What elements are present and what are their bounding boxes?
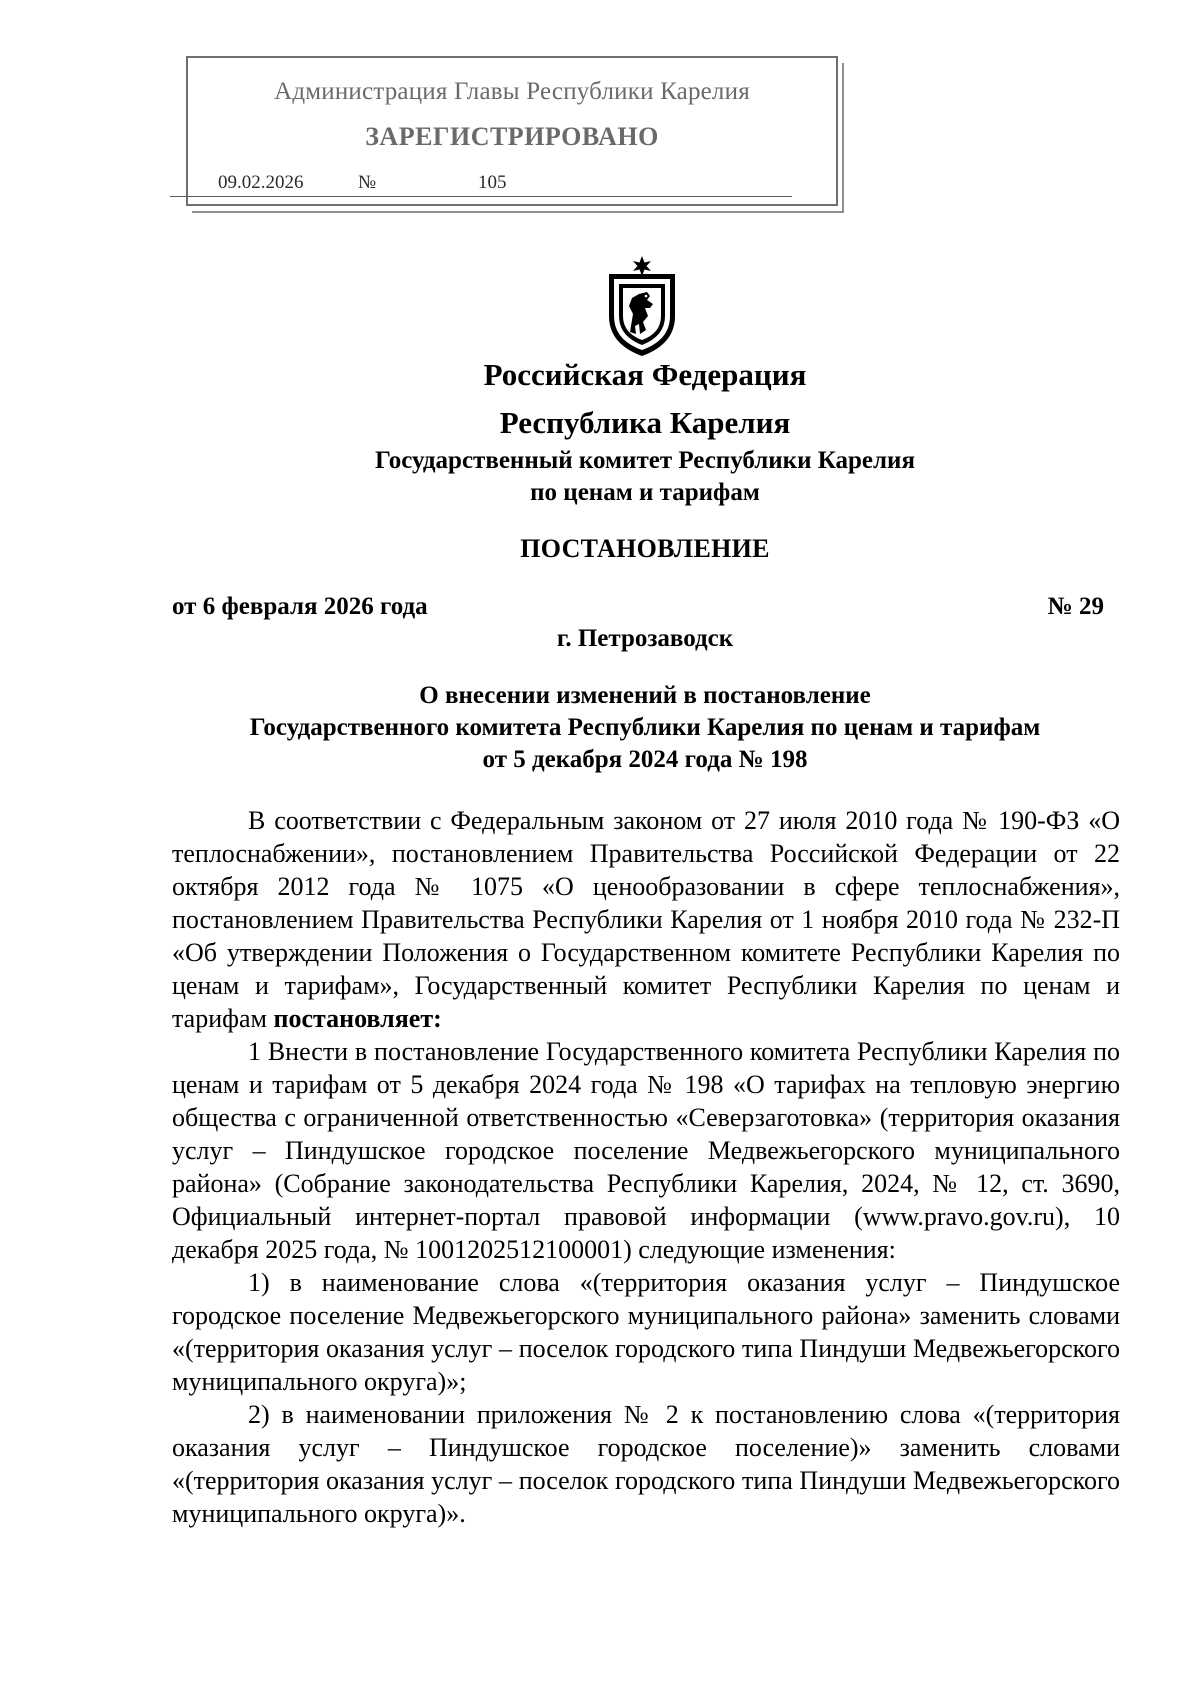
document-type-heading: ПОСТАНОВЛЕНИЕ (520, 534, 770, 563)
document-body (172, 804, 1120, 1530)
subitem-2-paragraph: 2) в наименовании приложения № 2 к постановлению слова «(территория оказания услуг – Пиндушское городское поселение)» заменить словами «(территория оказания услуг – поселок городского типа Пиндуши Медвежьегорского муниципального округа)». (172, 1400, 1120, 1528)
document-number: № 29 (1047, 593, 1104, 620)
title-line2: Государственного комитета Республики Карелия по ценам и тарифам (249, 714, 1041, 741)
stamp-number: 105 (478, 172, 507, 193)
subitem-1-paragraph: 1) в наименование слова «(территория оказания услуг – Пиндушское городское поселение Медвежьегорского муниципального района» заменить словами «(территория оказания услуг – поселок городского типа Пиндуши Медвежьегорского муниципального округа)»; (172, 1268, 1120, 1396)
republic-heading: Республика Карелия (499, 405, 791, 440)
country-heading: Российская Федерация (483, 357, 807, 392)
committee-heading-line1: Государственный комитет Республики Карелия (375, 447, 915, 474)
stamp-number-sign: № (358, 172, 377, 193)
document-date: от 6 февраля 2026 года (172, 593, 428, 620)
committee-heading-line2: по ценам и тарифам (530, 479, 760, 506)
item-1-paragraph: 1 Внести в постановление Государственного комитета Республики Карелия по ценам и тарифам от 5 декабря 2024 года № 198 «О тарифах на тепловую энергию общества с ограниченной ответственностью «Северзаготовка» (территория оказания услуг – Пиндушское городское поселение Медвежьегорского муниципального района» (Собрание законодательства Республики Карелия, 2024, № 12, ст. 3690, Официальный интернет-портал правовой информации (www.pravo.gov.ru), 10 декабря 2025 года, № 1001202512100001) следующие изменения: (172, 1037, 1120, 1264)
stamp-registered-label: ЗАРЕГИСТРИРОВАНО (365, 122, 659, 151)
title-line1: О внесении изменений в постановление (419, 682, 871, 709)
preamble-paragraph (172, 804, 1120, 1035)
preamble-text: В соответствии с Федеральным законом от 27 июля 2010 года № 190-ФЗ «О теплоснабжении», постановлением Правительства Российской Федерации от 22 октября 2012 года № 1075 «О ценообразовании в сфере теплоснабжения», постановлением Правительства Республики Карелия от 1 ноября 2010 года № 232-П «Об утверждении Положения о Государственном комитете Республики Карелия по ценам и тарифам», Государственный комитет Республики Карелия по ценам и тарифам (172, 806, 1120, 1033)
stamp-underline (170, 196, 792, 197)
resolves-keyword: постановляет: (273, 1004, 442, 1033)
karelia-coat-of-arms (603, 254, 681, 358)
document-city: г. Петрозаводск (556, 625, 734, 652)
title-line3: от 5 декабря 2024 года № 198 (482, 746, 808, 773)
stamp-authority: Администрация Главы Республики Карелия (274, 78, 750, 105)
registration-stamp (186, 56, 838, 206)
stamp-date: 09.02.2026 (218, 172, 304, 193)
